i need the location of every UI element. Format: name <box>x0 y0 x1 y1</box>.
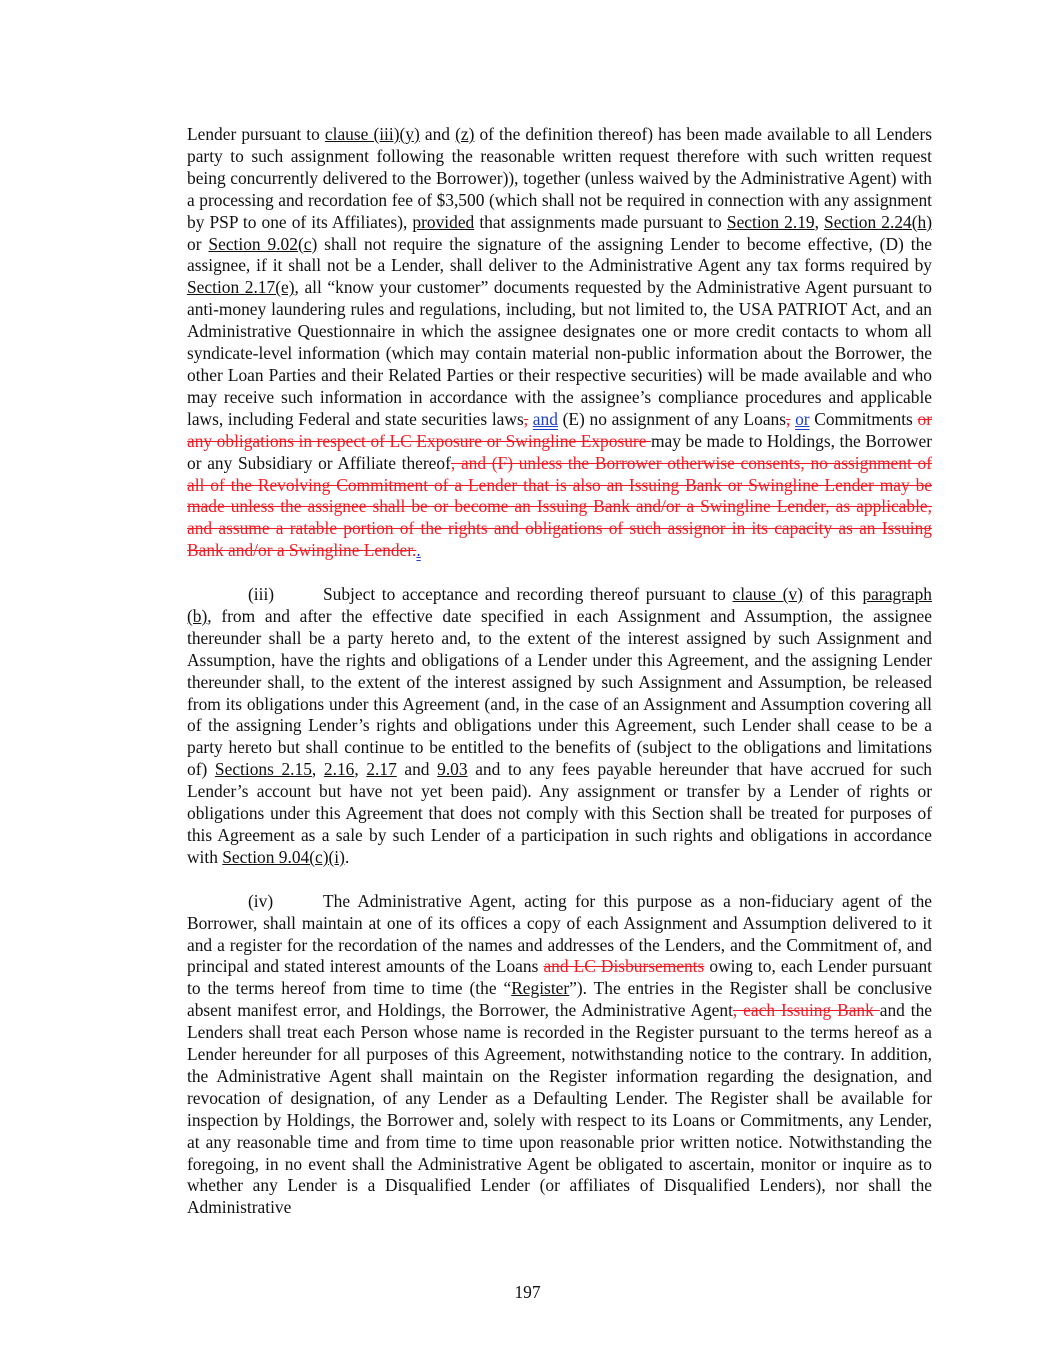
text: of the definition thereof) has been made available to all Lenders party to such assignment following the reasonable written request therefore with such written request being concurrently delivered to the Borrower)), together (unless waived by the Administrative Agent) with a processing and recordation fee of $3,500 (which shall not be required in connection with any assignment by PSP to one of its Affiliates), <box>187 124 933 232</box>
text: , all “know your customer” documents requested by the Administrative Agent pursuant to anti-money laundering rules and regulations, including, but not limited to, the USA PATRIOT Act, and an Administrative Questionnaire in which the assignee designates one or more credit contacts to whom all syndicate-level information (which may contain material non-public information about the Borrower, the other Loan Parties and their Related Parties or their respective securities) will be made available and who may receive such information in accordance with the assignee’s compliance procedures and applicable laws, including Federal and state securities laws <box>187 277 933 429</box>
inserted-text: . <box>416 540 421 561</box>
text: The Administrative Agent, acting for this purpose as a non-fiduciary agent of the Borrower, shall maintain at one of its offices a copy of each Assignment and Assumption delivered to it and a register for the recordation of the names and addresses of the Lenders, and the Commitment of, and principal and stated interest amounts of the Loans <box>187 890 932 977</box>
page-number: 197 <box>514 1282 541 1302</box>
deleted-text: or any obligations in respect of LC Exposure or Swingline Exposure <box>187 408 932 451</box>
defined-term: provided <box>412 211 475 232</box>
section-reference: 2.16 <box>323 759 355 780</box>
paragraph-iii <box>187 584 932 869</box>
text: or <box>187 233 209 254</box>
text: and to any fees payable hereunder that have accrued for such Lender’s account but have not yet been paid). Any assignment or transfer by a Lender of rights or obligations under this Agreement that does not comply with this Section shall be treated for purposes of this Agreement as a sale by such Lender of a participation in such rights and obligations in accordance with <box>187 759 932 867</box>
text: owing to, each Lender pursuant to the terms hereof from time to time (the “ <box>187 956 933 999</box>
section-reference: Sections 2.15 <box>214 759 312 780</box>
section-reference: 2.17 <box>366 759 397 780</box>
section-reference: 9.03 <box>437 759 468 780</box>
text: , <box>354 759 367 780</box>
text: , from and after the effective date specified in each Assignment and Assumption, the assignee thereunder shall be a party hereto and, to the extent of the interest assigned by such Assignment and Assumption, have the rights and obligations of a Lender under this Agreement, and the assigning Lender thereunder shall, to the extent of the interest assigned by such Assignment and Assumption, be released from its obligations under this Agreement (and, in the case of an Assignment and Assumption covering all of the assigning Lender’s rights and obligations under this Agreement, such Lender shall cease to be a party hereto but shall continue to be entitled to the benefits of (subject to the obligations and limitations of) <box>187 605 932 780</box>
section-reference: Section 2.17(e) <box>187 277 295 298</box>
text: may be made to Holdings, the Borrower or any Subsidiary or Affiliate thereof <box>187 430 932 473</box>
defined-term: Register <box>511 978 570 999</box>
clause-reference: clause (v) <box>732 584 803 605</box>
paragraph-assignment-conditions <box>187 124 932 562</box>
text: . <box>344 846 350 867</box>
clause-reference: (z) <box>455 124 475 144</box>
text: (E) no assignment of any Loans <box>557 408 786 429</box>
text: of this <box>802 584 863 605</box>
deleted-text: , <box>786 408 791 429</box>
text: Subject to acceptance and recording thereof pursuant to <box>323 584 733 605</box>
inserted-text: or <box>795 408 810 429</box>
text: and <box>419 124 456 144</box>
text: ”). The entries in the Register shall be conclusive absent manifest error, and Holdings, the Borrower, the Administrative Agent <box>187 978 932 1021</box>
text: Lender pursuant to <box>187 124 325 144</box>
text: , <box>311 759 324 780</box>
deleted-text: and LC Disbursements <box>543 956 705 977</box>
clause-reference: paragraph (b) <box>187 584 933 626</box>
text: and the Lenders shall treat each Person whose name is recorded in the Register pursuant to the terms hereof as a Lender hereunder for all purposes of this Agreement, notwithstanding notice to the contrary. In addition, the Administrative Agent shall maintain on the Register information regarding the designation, and revocation of designation, of any Lender as a Defaulting Lender. The Register shall be available for inspection by Holdings, the Borrower and, solely with respect to its Loans or Commitments, any Lender, at any reasonable time and from time to time upon reasonable prior written notice. Notwithstanding the foregoing, in no event shall the Administrative Agent be obligated to ascertain, monitor or inquire as to whether any Lender is a Disqualified Lender (or affiliates of Disqualified Lenders), nor shall the Administrative <box>187 1000 933 1218</box>
text: Commitments <box>809 408 918 429</box>
text: shall not require the signature of the assigning Lender to become effective, (D) the assignee, if it shall not be a Lender, shall deliver to the Administrative Agent any tax forms required by <box>187 233 932 276</box>
deleted-text: , and (F) unless the Borrower otherwise consents, no assignment of all of the Revolving Commitment of a Lender that is also an Issuing Bank or Swingline Lender may be made unless the assignee shall be or become an Issuing Bank and/or a Swingline Lender, as applicable, and assume a ratable portion of the rights and obligations of such assignor in its capacity as an Issuing Bank and/or a Swingline Lender. <box>187 452 933 561</box>
inserted-text: and <box>532 408 558 429</box>
document-body <box>187 124 932 1219</box>
text: , <box>814 211 825 232</box>
section-reference: Section 9.02(c) <box>208 233 318 254</box>
section-reference: Section 2.19 <box>726 211 815 232</box>
text: and <box>396 759 438 780</box>
text: that assignments made pursuant to <box>474 211 727 232</box>
paragraph-number: (iv) <box>248 890 274 911</box>
paragraph-number: (iii) <box>248 584 275 605</box>
paragraph-iv <box>187 891 932 1220</box>
deleted-text: , <box>523 408 529 429</box>
clause-reference: clause (iii)(y) <box>324 124 420 144</box>
section-reference: Section 2.24(h) <box>824 211 932 232</box>
section-reference: Section 9.04(c)(i) <box>222 846 345 867</box>
deleted-text: , each Issuing Bank <box>732 1000 880 1021</box>
